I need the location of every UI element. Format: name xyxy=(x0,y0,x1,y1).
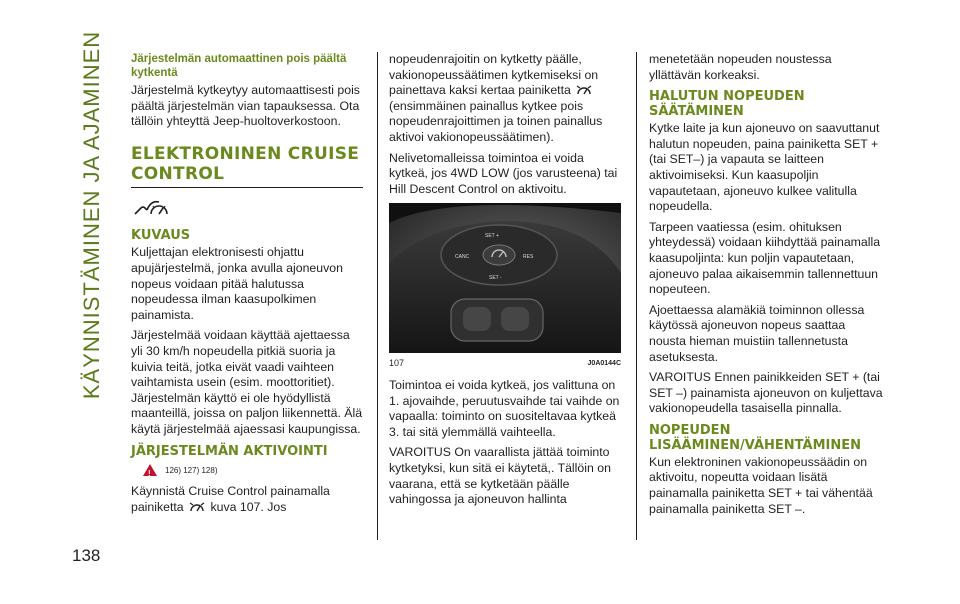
paragraph: Toimintoa ei voida kytkeä, jos valittuna on 1. ajovaihde, peruutusvaihde tai vaihde on vapaalla: toiminto on suositeltavaa kytkeä 3. tai sitä ylemmällä vaihteella. xyxy=(389,377,620,439)
paragraph: Kuljettajan elektronisesti ohjattu apujärjestelmä, jonka avulla ajoneuvon nopeus voidaan pitää halutussa nopeudessa ilman kaasupolkimen painamista. xyxy=(131,245,343,322)
cruise-button-icon xyxy=(189,500,205,514)
section-heading-aktivointi: JÄRJESTELMÄN AKTIVOINTI xyxy=(131,443,328,459)
warning-references xyxy=(143,463,363,479)
button-label-canc: CANC xyxy=(455,254,470,261)
paragraph: VAROITUS Ennen painikkeiden SET + (tai SET –) painamista ajoneuvon on kuljettava vakionopeudella tasaisella pinnalla. xyxy=(649,370,883,416)
section-heading-saataminen: HALUTUN NOPEUDEN SÄÄTÄMINEN xyxy=(649,89,805,120)
page-number: 138 xyxy=(72,546,101,565)
steering-wheel-illustration xyxy=(389,203,621,353)
section-heading-kuvaus: KUVAUS xyxy=(131,228,191,244)
column-separator xyxy=(377,52,378,540)
paragraph: Järjestelmä kytkeytyy automaattisesti pois päältä järjestelmän vian tapauksessa. Ota tällöin yhteyttä Jeep-huoltoverkostoon. xyxy=(131,83,360,129)
paragraph xyxy=(389,52,621,146)
column-2 xyxy=(389,52,621,513)
paragraph xyxy=(131,484,363,515)
paragraph: Tarpeen vaatiessa (esim. ohituksen yhteydessä) voidaan kiihdyttää painamalla kaasupoljinta: kun poljin vapautetaan, ajoneuvo palaa aikaisemmin tallennettuun nopeuteen. xyxy=(649,219,881,297)
chapter-title-text: KÄYNNISTÄMINEN JA AJAMINEN xyxy=(79,30,104,400)
paragraph: Kytke laite ja kun ajoneuvo on saavuttanut halutun nopeuden, paina painiketta SET + (tai SET–) ja vapauta se laitteen aktivoimiseksi. Kun kaasupoljin vapautetaan, ajoneuvo kulkee valitulla nopeudella. xyxy=(649,121,880,214)
column-1 xyxy=(131,52,363,520)
section-heading: ELEKTRONINEN CRUISE CONTROL xyxy=(131,143,360,184)
column-3 xyxy=(649,52,885,522)
cruise-button-icon xyxy=(576,83,592,97)
paragraph: Ajoettaessa alamäkiä toiminnon ollessa käytössä ajoneuvon nopeus saattaa nousta hieman muistiin tallennetusta asetuksesta. xyxy=(649,302,865,364)
warning-triangle-icon xyxy=(143,464,157,476)
paragraph: Kun elektroninen vakionopeussäädin on aktivoitu, nopeutta voidaan lisätä painamalla painiketta SET + tai vähentää painamalla painiketta SET –. xyxy=(649,454,873,516)
figure-caption xyxy=(389,356,621,372)
button-label-res: RES xyxy=(523,254,534,261)
warning-reference-numbers: 126) 127) 128) xyxy=(165,465,218,475)
steering-wheel-photo xyxy=(389,203,621,353)
button-label-set-minus: SET - xyxy=(489,275,502,282)
paragraph-text: nopeudenrajoitin on kytketty päälle, vakionopeussäätimen kytkemiseksi on painettava kaksi kertaa painiketta xyxy=(389,52,599,98)
paragraph: Järjestelmää voidaan käyttää ajettaessa yli 30 km/h nopeudella pitkiä suoria ja kuivia teitä, jotka eivät vaadi vaihteen vaihtamista usein (esim. moottoritiet). Järjestelmän käyttö ei ole hyödyllistä maanteillä, joissa on paljon liikennettä. Älä käytä järjestelmää ajaessasi kaupungissa. xyxy=(131,328,363,436)
cruise-control-icon xyxy=(133,196,363,223)
figure-code: J0A0144C xyxy=(587,360,621,368)
paragraph-text: kuva 107. Jos xyxy=(210,499,287,514)
paragraph: menetetään nopeuden noustessa yllättävän korkeaksi. xyxy=(649,52,832,82)
paragraph-text: (ensimmäinen painallus kytkee pois nopeudenrajoittimen ja toinen painallus aktivoi vakionopeussäätimen). xyxy=(389,98,603,144)
column-separator xyxy=(636,52,637,540)
subheading-auto-off: Järjestelmän automaattinen pois päältä kytkentä xyxy=(131,53,347,79)
heading-rule xyxy=(131,187,363,188)
button-label-set-plus: SET + xyxy=(485,233,499,240)
section-heading-lisaaminen: NOPEUDEN LISÄÄMINEN/VÄHENTÄMINEN xyxy=(649,422,861,453)
paragraph: VAROITUS On vaarallista jättää toiminto kytketyksi, kun sitä ei käytetä,. Tällöin on vaarana, että se kytketään päälle vahingossa ja ajoneuvon hallinta xyxy=(389,445,611,507)
paragraph-text: Käynnistä Cruise Control painamalla painiketta xyxy=(131,484,330,514)
figure-number: 107 xyxy=(389,358,405,369)
paragraph: Nelivetomalleissa toimintoa ei voida kytkeä, jos 4WD LOW (jos varusteena) tai Hill Descent Control on aktivoitu. xyxy=(389,150,618,196)
chapter-title xyxy=(72,30,112,400)
